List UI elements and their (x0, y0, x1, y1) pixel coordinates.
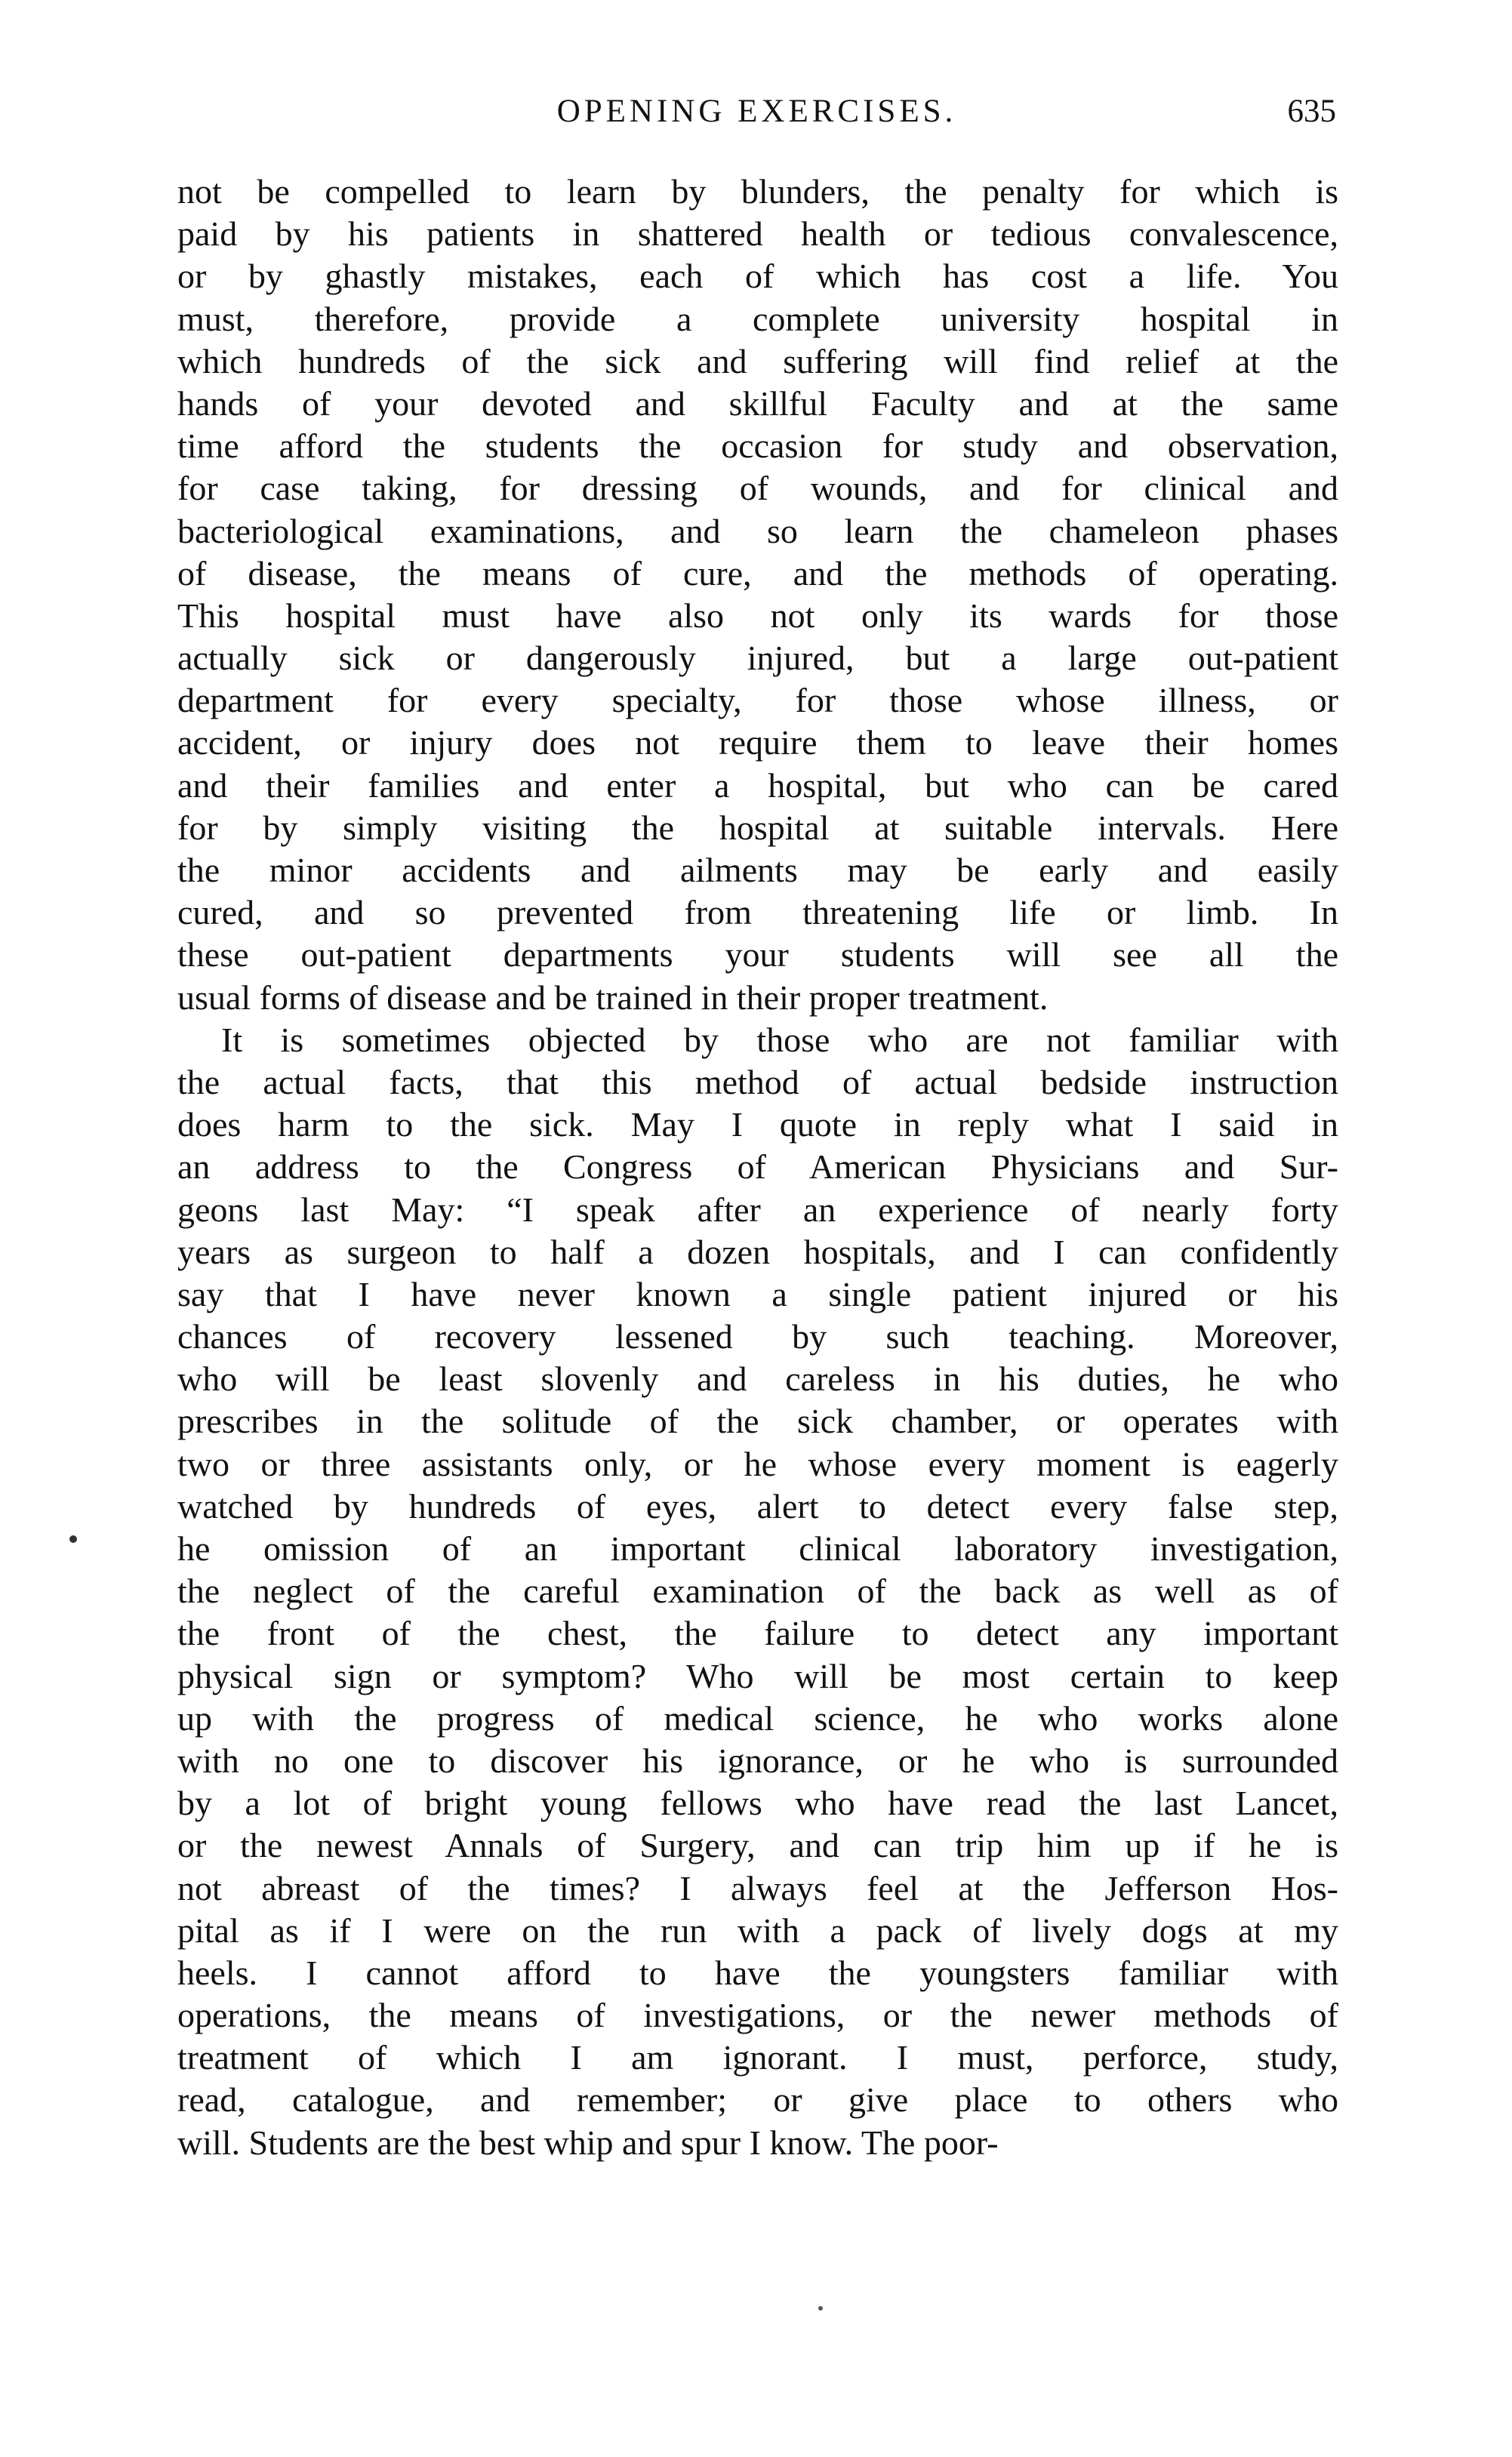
text-line: actually sick or dangerously injured, but a large out-patient (177, 639, 1338, 678)
text-line: two or three assistants only, or he whose every moment is eagerly (177, 1444, 1338, 1483)
text-line: or the newest Annals of Surgery, and can trip him up if he is (177, 1826, 1338, 1865)
text-line: hands of your devoted and skillful Faculty and at the same (177, 383, 1338, 423)
text-line: and their families and enter a hospital, but who can be cared (177, 765, 1338, 805)
text-line: or by ghastly mistakes, each of which has cost a life. You (177, 257, 1338, 296)
text-line: heels. I cannot afford to have the youngsters familiar with (177, 1953, 1338, 1992)
text-line: must, therefore, provide a complete university hospital in (177, 299, 1338, 338)
text-line: an address to the Congress of American Physicians and Sur- (177, 1147, 1338, 1187)
text-line: paid by his patients in shattered health or tedious convalescence, (177, 214, 1338, 254)
text-line: geons last May: “I speak after an experience of nearly forty (177, 1190, 1338, 1229)
text-line: the neglect of the careful examination of the back as well as of (177, 1572, 1338, 1611)
text-line: read, catalogue, and remember; or give place to others who (177, 2080, 1338, 2120)
text-line: for by simply visiting the hospital at suitable intervals. Here (177, 808, 1338, 847)
text-line: bacteriological examinations, and so learn the chameleon phases (177, 511, 1338, 550)
text-line: watched by hundreds of eyes, alert to detect every false step, (177, 1486, 1338, 1526)
text-line: usual forms of disease and be trained in their proper treatment. (177, 978, 1049, 1017)
text-line: for case taking, for dressing of wounds, and for clinical and (177, 469, 1338, 508)
text-line: does harm to the sick. May I quote in reply what I said in (177, 1105, 1338, 1144)
text-line: cured, and so prevented from threatening life or limb. In (177, 893, 1338, 932)
text-line: It is sometimes objected by those who are not familiar with (221, 1020, 1338, 1059)
text-line: department for every specialty, for those whose illness, or (177, 681, 1338, 720)
text-line: he omission of an important clinical laboratory investigation, (177, 1529, 1338, 1568)
text-line: operations, the means of investigations, or the newer methods of (177, 1996, 1338, 2035)
running-title: OPENING EXERCISES. (556, 94, 957, 129)
text-line: not abreast of the times? I always feel at the Jefferson Hos- (177, 1868, 1338, 1907)
text-line: these out-patient departments your students will see all the (177, 935, 1338, 974)
text-line: the minor accidents and ailments may be early and easily (177, 851, 1338, 889)
body-text (177, 171, 1338, 2164)
text-line: which hundreds of the sick and suffering will find relief at the (177, 341, 1338, 380)
text-line: time afford the students the occasion for study and observation, (177, 426, 1338, 466)
text-line: up with the progress of medical science, he who works alone (177, 1698, 1338, 1738)
margin-ink-dot (69, 1535, 77, 1543)
text-line: prescribes in the solitude of the sick chamber, or operates with (177, 1402, 1338, 1441)
bottom-ink-speck (818, 2306, 823, 2311)
text-line: who will be least slovenly and careless in his duties, he who (177, 1359, 1338, 1399)
text-line: the front of the chest, the failure to detect any important (177, 1614, 1338, 1653)
text-line: of disease, the means of cure, and the methods of operating. (177, 553, 1338, 593)
text-line: say that I have never known a single patient injured or his (177, 1274, 1338, 1313)
text-line: the actual facts, that this method of actual bedside instruction (177, 1062, 1338, 1101)
text-line: physical sign or symptom? Who will be most certain to keep (177, 1656, 1338, 1695)
text-line: This hospital must have also not only its wards for those (177, 596, 1338, 635)
text-line: treatment of which I am ignorant. I must, perforce, study, (177, 2038, 1338, 2077)
text-line: pital as if I were on the run with a pack of lively dogs at my (177, 1910, 1338, 1950)
running-head (177, 89, 1336, 134)
page-number: 635 (1287, 94, 1336, 129)
text-line: chances of recovery lessened by such teaching. Moreover, (177, 1317, 1338, 1356)
text-line: by a lot of bright young fellows who have read the last Lancet, (177, 1784, 1338, 1823)
text-line: with no one to discover his ignorance, or he who is surrounded (177, 1741, 1338, 1780)
text-line: will. Students are the best whip and spur I know. The poor- (177, 2123, 999, 2162)
text-line: accident, or injury does not require them to leave their homes (177, 723, 1338, 762)
text-line: not be compelled to learn by blunders, the penalty for which is (177, 172, 1338, 211)
text-line: years as surgeon to half a dozen hospitals, and I can confidently (177, 1232, 1338, 1271)
